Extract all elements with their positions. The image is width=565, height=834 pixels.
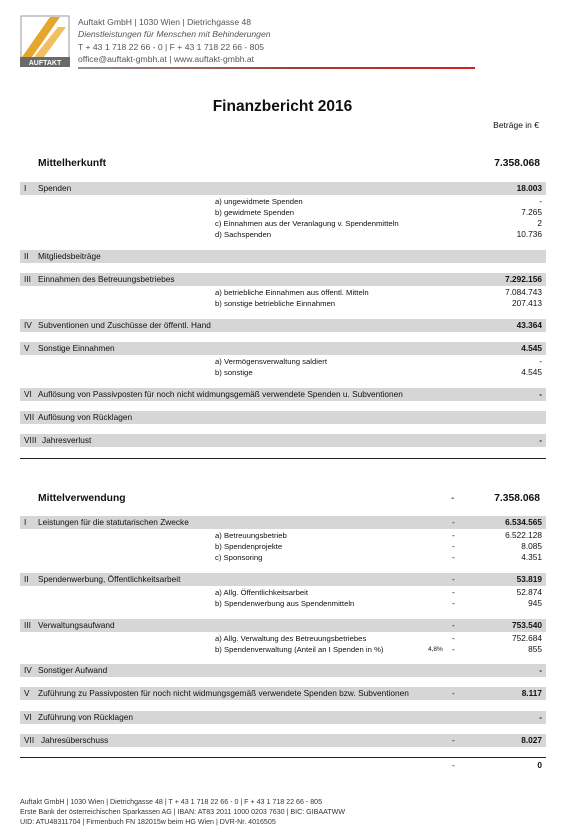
row-roman: I <box>24 183 27 193</box>
sub-row-label: a) betriebliche Einnahmen aus öffentl. Mitteln <box>215 288 369 297</box>
row-balance <box>20 759 546 772</box>
letterhead-phone: T + 43 1 718 22 66 - 0 | F + 43 1 718 22 66 - 805 <box>78 41 265 52</box>
row-verwaltungsaufwand <box>20 619 546 632</box>
sub-row <box>20 643 546 656</box>
sub-row <box>20 297 546 310</box>
row-dash: - <box>452 735 455 745</box>
section-header-verwendung <box>20 491 546 507</box>
row-label: Sonstige Einnahmen <box>38 343 115 353</box>
row-roman: IV <box>24 320 32 330</box>
row-label: Jahresüberschuss <box>41 735 109 745</box>
section-header-herkunft <box>20 156 546 172</box>
row-sonstige-einnahmen <box>20 342 546 355</box>
letterhead-address: Auftakt GmbH | 1030 Wien | Dietrichgasse 48 <box>78 17 252 27</box>
row-spenden <box>20 182 546 195</box>
row-mitgliedsbeitraege <box>20 250 546 263</box>
sub-row-dash: - <box>452 633 455 643</box>
sub-row-dash: - <box>452 598 455 608</box>
row-total: 4.545 <box>521 343 542 353</box>
sub-row-value: 7.265 <box>521 207 542 217</box>
letterhead-divider <box>78 67 475 69</box>
logo-text: AUFTAKT <box>28 60 62 67</box>
row-label: Leistungen für die statutarischen Zwecke <box>38 517 189 527</box>
letterhead-slogan: Dienstleistungen für Menschen mit Behinderungen <box>78 29 271 40</box>
section-divider <box>20 458 546 459</box>
row-label: Zuführung zu Passivposten für noch nicht widmungsgemäß verwendete Spenden bzw. Subventionen <box>38 688 409 698</box>
section-dash: - <box>451 493 455 504</box>
sub-row-label: a) Betreuungsbetrieb <box>215 531 287 540</box>
row-roman: IV <box>24 665 32 675</box>
sub-row-dash: - <box>452 541 455 551</box>
row-aufloesung-ruecklagen <box>20 411 546 424</box>
row-total: 53.819 <box>516 574 542 584</box>
row-label: Jahresverlust <box>42 435 92 445</box>
row-label: Auflösung von Passivposten für noch nicht widmungsgemäß verwendete Spenden u. Subventionen <box>38 389 403 399</box>
row-total: 6.534.565 <box>505 517 542 527</box>
row-roman: I <box>24 517 27 527</box>
row-dash: - <box>452 574 455 584</box>
row-zufuehrung-ruecklagen <box>20 711 546 724</box>
row-label: Spendenwerbung, Öffentlichkeitsarbeit <box>38 574 181 584</box>
row-roman: III <box>24 620 31 630</box>
row-total: 0 <box>537 760 542 770</box>
sub-row-value: - <box>539 196 542 206</box>
row-roman: VIII <box>24 435 37 445</box>
sub-row <box>20 366 546 379</box>
sub-row-label: b) Spendenverwaltung (Anteil an I Spenden in %) <box>215 645 384 654</box>
letterhead-contact[interactable]: office@auftakt-gmbh.at | www.auftakt-gmbh.at <box>78 54 255 65</box>
row-roman: V <box>24 688 30 698</box>
sub-row-label: a) Allg. Verwaltung des Betreuungsbetriebes <box>215 634 367 643</box>
row-jahresueberschuss <box>20 734 546 747</box>
page-footer <box>20 797 345 827</box>
section-total: 7.358.068 <box>494 493 540 504</box>
sub-row-label: c) Einnahmen aus der Veranlagung v. Spendenmitteln <box>215 219 399 228</box>
row-total: 8.117 <box>521 688 542 698</box>
row-label: Einnahmen des Betreuungsbetriebes <box>38 274 175 284</box>
row-label: Subventionen und Zuschüsse der öffentl. Hand <box>38 320 211 330</box>
row-dash: - <box>452 620 455 630</box>
sub-row-label: b) Spendenprojekte <box>215 542 283 551</box>
row-total: - <box>539 435 542 445</box>
row-label: Sonstiger Aufwand <box>38 665 108 675</box>
row-jahresverlust <box>20 434 546 447</box>
row-aufloesung-passivposten <box>20 388 546 401</box>
row-label: Spenden <box>38 183 72 193</box>
sub-row-label: c) Sponsoring <box>215 553 263 562</box>
sub-row-value: 4.545 <box>521 367 542 377</box>
footer-address: Auftakt GmbH | 1030 Wien | Dietrichgasse 48 | T + 43 1 718 22 66 - 0 | F + 43 1 718 22 66 - 805 <box>20 798 323 806</box>
sub-row-value: 207.413 <box>512 298 542 308</box>
row-roman: VII <box>24 412 35 422</box>
sub-row-value: 4.351 <box>521 552 542 562</box>
row-dash: - <box>452 517 455 527</box>
sub-row-value: 945 <box>528 598 542 608</box>
row-label: Zuführung von Rücklagen <box>38 712 134 722</box>
row-roman: VI <box>24 712 32 722</box>
sub-row-label: b) sonstige <box>215 368 253 377</box>
sub-row-value: 10.736 <box>516 229 542 239</box>
row-roman: II <box>24 574 29 584</box>
sub-row-label: a) ungewidmete Spenden <box>215 197 303 206</box>
row-total: 7.292.156 <box>505 274 542 284</box>
row-roman: II <box>24 251 29 261</box>
sub-row <box>20 597 546 610</box>
sub-row-dash: - <box>452 552 455 562</box>
sub-row-value: 52.874 <box>516 587 542 597</box>
row-total: - <box>539 389 542 399</box>
sub-row <box>20 551 546 564</box>
page-title: Finanzbericht 2016 <box>212 98 353 115</box>
currency-note: Beträge in € <box>493 120 539 130</box>
row-label: Mitgliedsbeiträge <box>38 251 101 261</box>
row-label: Auflösung von Rücklagen <box>38 412 133 422</box>
footer-registry: UID: ATU48311704 | Firmenbuch FN 182015w beim HG Wien | DVR-Nr. 4016505 <box>20 818 276 826</box>
sub-row-label: b) gewidmete Spenden <box>215 208 295 217</box>
row-total: - <box>539 712 542 722</box>
sub-row-label: a) Allg. Öffentlichkeitsarbeit <box>215 588 309 597</box>
sub-row-value: 2 <box>537 218 542 228</box>
sub-row-percent: 4,8% <box>428 646 443 653</box>
company-logo <box>20 15 70 67</box>
row-zufuehrung-passivposten <box>20 687 546 700</box>
section-label: Mittelverwendung <box>38 493 126 504</box>
row-sonstiger-aufwand <box>20 664 546 677</box>
row-betreuungsbetrieb <box>20 273 546 286</box>
sub-row-value: 6.522.128 <box>505 530 542 540</box>
letterhead-text <box>78 16 271 66</box>
row-label: Verwaltungsaufwand <box>38 620 115 630</box>
sub-row-value: 855 <box>528 644 542 654</box>
sub-row-dash: - <box>452 587 455 597</box>
footer-bank: Erste Bank der österreichischen Sparkassen AG | IBAN: AT83 2011 1000 0203 7630 | BIC: GIBAATWW <box>20 808 346 816</box>
row-statutarische-zwecke <box>20 516 546 529</box>
row-dash: - <box>452 688 455 698</box>
sub-row-label: b) sonstige betriebliche Einnahmen <box>215 299 336 308</box>
sub-row-value: 8.085 <box>521 541 542 551</box>
sub-row-dash: - <box>452 530 455 540</box>
section-total: 7.358.068 <box>494 158 540 169</box>
row-spendenwerbung <box>20 573 546 586</box>
row-roman: VII <box>24 735 35 745</box>
row-dash: - <box>452 760 455 770</box>
sub-row-value: 7.084.743 <box>505 287 542 297</box>
row-total: 43.364 <box>516 320 542 330</box>
row-roman: VI <box>24 389 32 399</box>
row-total: - <box>539 665 542 675</box>
sub-row-label: a) Vermögensverwaltung saldiert <box>215 357 327 366</box>
section-label: Mittelherkunft <box>38 158 107 169</box>
sub-row <box>20 228 546 241</box>
row-total: 8.027 <box>521 735 542 745</box>
row-total: 18.003 <box>516 183 542 193</box>
section-divider <box>20 757 546 758</box>
row-roman: V <box>24 343 30 353</box>
sub-row-value: 752.684 <box>512 633 542 643</box>
row-total: 753.540 <box>512 620 542 630</box>
sub-row-dash: - <box>452 644 455 654</box>
row-roman: III <box>24 274 31 284</box>
sub-row-label: b) Spendenwerbung aus Spendenmitteln <box>215 599 355 608</box>
sub-row-label: d) Sachspenden <box>215 230 271 239</box>
sub-row-value: - <box>539 356 542 366</box>
row-subventionen <box>20 319 546 332</box>
